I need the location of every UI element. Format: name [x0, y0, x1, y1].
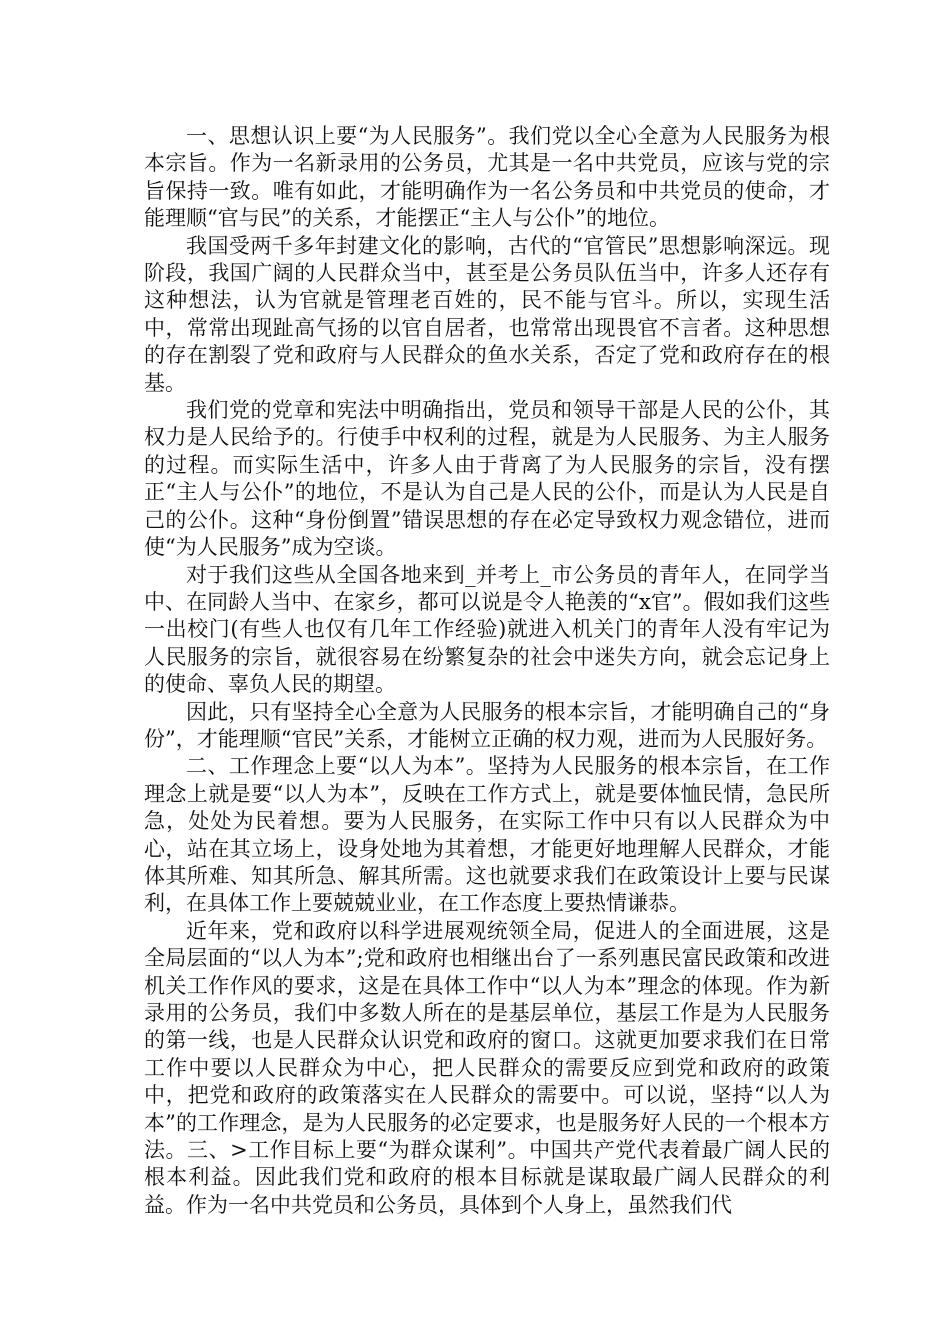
- paragraph-4: 对于我们这些从全国各地来到_并考上_市公务员的青年人，在同学当中、在同龄人当中、在家乡，都可以说是令人艳羡的“x官”。假如我们这些一出校门(有些人也仅有几年工作经验)就进入机关门的青年人没有牢记为人民服务的宗旨，就很容易在纷繁复杂的社会中迷失方向，就会忘记身上的使命、辜负人民的期望。: [144, 562, 830, 697]
- paragraph-6: 二、工作理念上要“以人为本”。坚持为人民服务的根本宗旨，在工作理念上就是要“以人为本”，反映在工作方式上，就是要体恤民情，急民所急，处处为民着想。要为人民服务，在实际工作中只有以人民群众为中心，站在其立场上，设身处地为其着想，才能更好地理解人民群众，才能体其所难、知其所急、解其所需。这也就要求我们在政策设计上要与民谋利，在具体工作上要兢兢业业，在工作态度上要热情谦恭。: [144, 754, 830, 916]
- paragraph-1: 一、思想认识上要“为人民服务”。我们党以全心全意为人民服务为根本宗旨。作为一名新录用的公务员，尤其是一名中共党员，应该与党的宗旨保持一致。唯有如此，才能明确作为一名公务员和中共党员的使命，才能理顺“官与民”的关系，才能摆正“主人与公仆”的地位。: [144, 124, 830, 231]
- paragraph-7: 近年来，党和政府以科学进展观统领全局，促进人的全面进展，这是全局层面的“以人为本”;党和政府也相继出台了一系列惠民富民政策和改进机关工作作风的要求，这是在具体工作中“以人为本”理念的体现。作为新录用的公务员，我们中多数人所在的是基层单位，基层工作是为人民服务的第一线，也是人民群众认识党和政府的窗口。这就更加要求我们在日常工作中要以人民群众为中心，把人民群众的需要反应到党和政府的政策中，把党和政府的政策落实在人民群众的需要中。可以说，坚持“以人为本”的工作理念，是为人民服务的必定要求，也是服务好人民的一个根本方法。三、>工作目标上要“为群众谋利”。中国共产党代表着最广阔人民的根本利益。因此我们党和政府的根本目标就是谋取最广阔人民群众的利益。作为一名中共党员和公务员，具体到个人身上，虽然我们代: [144, 918, 830, 1217]
- paragraph-5: 因此，只有坚持全心全意为人民服务的根本宗旨，才能明确自己的“身份”，才能理顺“官民”关系，才能树立正确的权力观，进而为人民服好务。: [144, 699, 830, 751]
- document-body: [144, 123, 830, 1219]
- paragraph-3: 我们党的党章和宪法中明确指出，党员和领导干部是人民的公仆，其权力是人民给予的。行使手中权利的过程，就是为人民服务、为主人服务的过程。而实际生活中，许多人由于背离了为人民服务的宗旨，没有摆正“主人与公仆”的地位，不是认为自己是人民的公仆，而是认为人民是自己的公仆。这种“身份倒置”错误思想的存在必定导致权力观念错位，进而使“为人民服务”成为空谈。: [144, 398, 830, 560]
- paragraph-2: 我国受两千多年封建文化的影响，古代的“官管民”思想影响深远。现阶段，我国广阔的人民群众当中，甚至是公务员队伍当中，许多人还存有这种想法，认为官就是管理老百姓的，民不能与官斗。所以，实现生活中，常常出现趾高气扬的以官自居者，也常常出现畏官不言者。这种思想的存在割裂了党和政府与人民群众的鱼水关系，否定了党和政府存在的根基。: [144, 233, 830, 395]
